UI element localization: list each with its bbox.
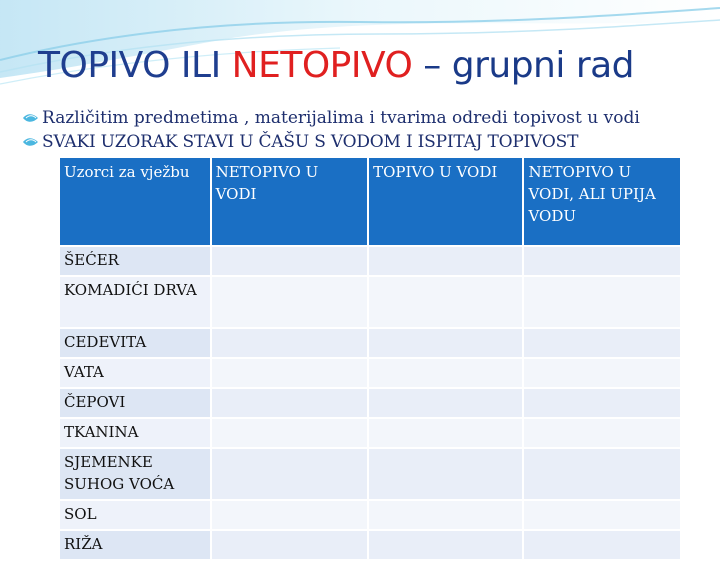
answer-cell[interactable]	[212, 389, 368, 417]
answer-cell[interactable]	[212, 247, 368, 275]
table-row	[60, 359, 680, 387]
answer-cell[interactable]	[524, 359, 680, 387]
instruction-item	[22, 130, 640, 154]
answer-cell[interactable]	[212, 531, 368, 559]
answer-cell[interactable]	[369, 329, 522, 357]
bullet-icon	[22, 135, 39, 149]
table-row	[60, 247, 680, 275]
table-row	[60, 277, 680, 327]
instruction-item	[22, 106, 640, 130]
answer-cell[interactable]	[524, 389, 680, 417]
answer-cell[interactable]	[369, 449, 522, 499]
answer-cell[interactable]	[369, 389, 522, 417]
answer-cell[interactable]	[369, 419, 522, 447]
sample-label: SJEMENKE SUHOG VOĆA	[60, 449, 210, 499]
column-header-insoluble-absorbs: NETOPIVO U VODI, ALI UPIJA VODU	[524, 158, 680, 245]
sample-label: RIŽA	[60, 531, 210, 559]
answer-cell[interactable]	[369, 359, 522, 387]
answer-cell[interactable]	[524, 419, 680, 447]
instruction-text: Različitim predmetima , materijalima i tvarima odredi topivost u vodi	[42, 108, 640, 128]
answer-cell[interactable]	[369, 277, 522, 327]
answer-cell[interactable]	[524, 329, 680, 357]
title-part-grupni-rad: – grupni rad	[412, 45, 635, 86]
sample-label: VATA	[60, 359, 210, 387]
answer-cell[interactable]	[524, 449, 680, 499]
table-row	[60, 329, 680, 357]
answer-cell[interactable]	[212, 449, 368, 499]
sample-label: ŠEĆER	[60, 247, 210, 275]
table-row	[60, 501, 680, 529]
answer-cell[interactable]	[524, 531, 680, 559]
table-row	[60, 531, 680, 559]
sample-label: CEDEVITA	[60, 329, 210, 357]
column-header-soluble: TOPIVO U VODI	[369, 158, 522, 245]
answer-cell[interactable]	[212, 359, 368, 387]
sample-label: SOL	[60, 501, 210, 529]
answer-cell[interactable]	[369, 531, 522, 559]
title-part-topivo-ili: TOPIVO ILI	[38, 45, 232, 86]
sample-label: TKANINA	[60, 419, 210, 447]
answer-cell[interactable]	[524, 501, 680, 529]
bullet-icon	[22, 111, 39, 125]
page-title	[38, 42, 634, 90]
answer-cell[interactable]	[369, 247, 522, 275]
table-row	[60, 449, 680, 499]
sample-label: KOMADIĆI DRVA	[60, 277, 210, 327]
sample-label: ČEPOVI	[60, 389, 210, 417]
answer-cell[interactable]	[524, 247, 680, 275]
table-row	[60, 389, 680, 417]
instruction-text: SVAKI UZORAK STAVI U ČAŠU S VODOM I ISPITAJ TOPIVOST	[42, 132, 579, 152]
title-part-netopivo: NETOPIVO	[231, 45, 413, 86]
answer-cell[interactable]	[369, 501, 522, 529]
answer-cell[interactable]	[524, 277, 680, 327]
column-header-samples: Uzorci za vježbu	[60, 158, 210, 245]
column-header-insoluble: NETOPIVO U VODI	[212, 158, 368, 245]
table-header-row	[60, 158, 680, 245]
answer-cell[interactable]	[212, 329, 368, 357]
instruction-list	[22, 106, 640, 154]
answer-cell[interactable]	[212, 501, 368, 529]
answer-cell[interactable]	[212, 419, 368, 447]
answer-cell[interactable]	[212, 277, 368, 327]
table-row	[60, 419, 680, 447]
solubility-table	[58, 156, 682, 561]
